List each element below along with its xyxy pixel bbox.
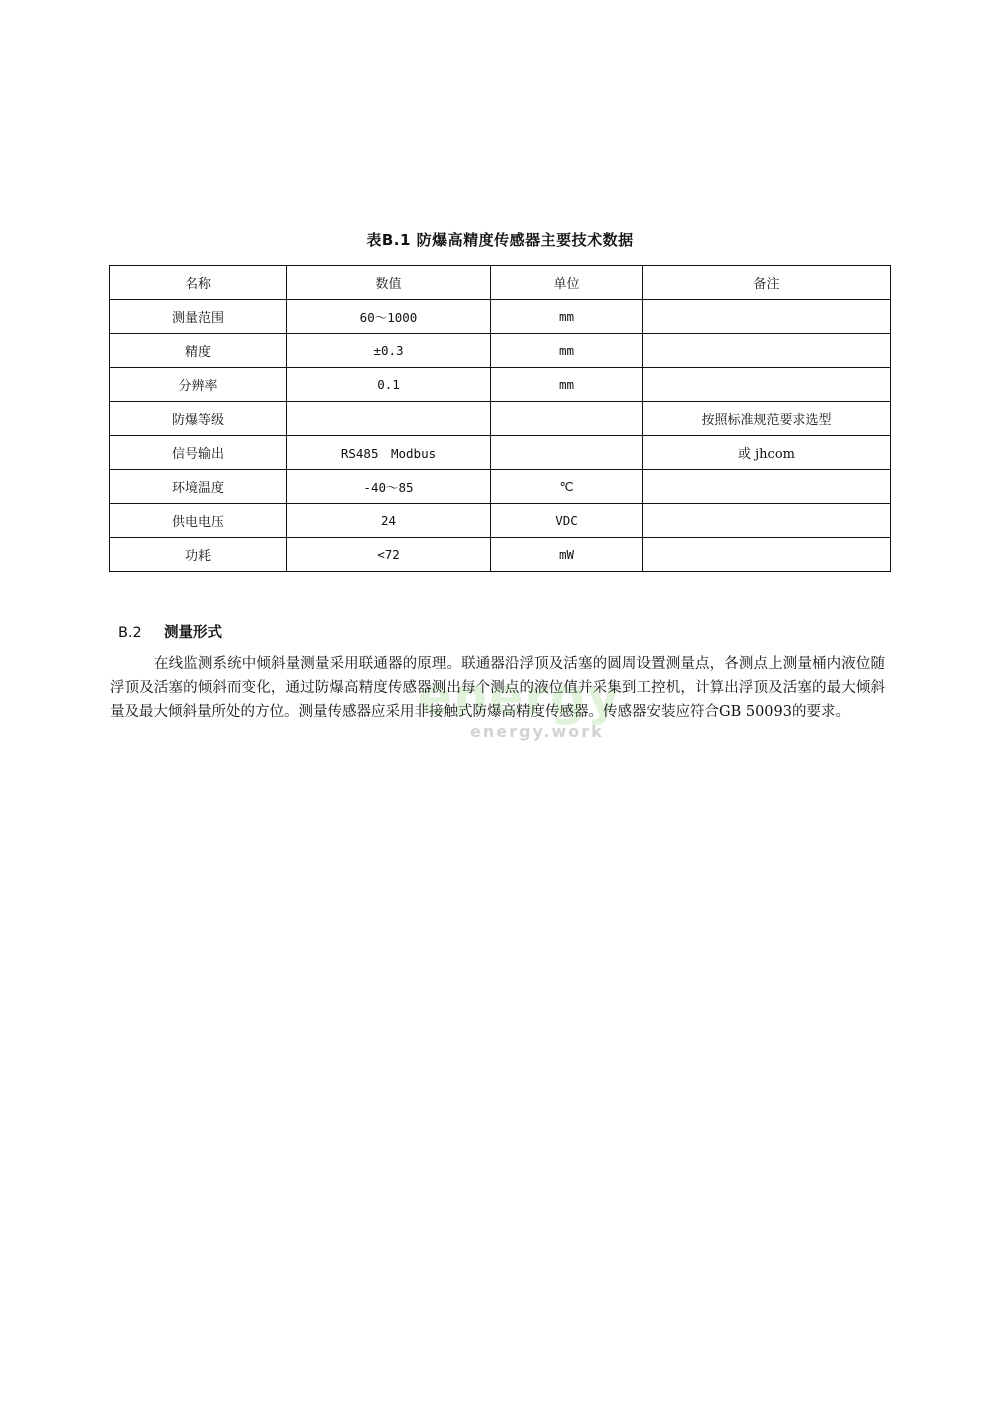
section-title: 测量形式 [164, 625, 222, 641]
cell-remark: 或 jhcom [643, 436, 891, 470]
table-title: 表B.1 防爆高精度传感器主要技术数据 [366, 231, 634, 249]
cell-value: RS485 Modbus [287, 436, 491, 470]
table-header-row [110, 266, 891, 300]
cell-value: 24 [287, 504, 491, 538]
cell-remark [643, 470, 891, 504]
header-cell-name: 名称 [110, 266, 287, 300]
header-cell-remark: 备注 [643, 266, 891, 300]
cell-remark [643, 504, 891, 538]
table-row [110, 402, 891, 436]
table-row [110, 504, 891, 538]
cell-unit [491, 402, 643, 436]
cell-name: 功耗 [110, 538, 287, 572]
cell-value [287, 402, 491, 436]
cell-unit: mW [491, 538, 643, 572]
cell-unit: mm [491, 334, 643, 368]
header-cell-unit: 单位 [491, 266, 643, 300]
cell-name: 测量范围 [110, 300, 287, 334]
section-heading [118, 621, 222, 642]
table-row [110, 436, 891, 470]
cell-remark [643, 368, 891, 402]
cell-value: 0.1 [287, 368, 491, 402]
table-row [110, 300, 891, 334]
spec-table [109, 265, 891, 572]
body-paragraph: 在线监测系统中倾斜量测量采用联通器的原理。联通器沿浮顶及活塞的圆周设置测量点，各测点上测量桶内液位随浮顶及活塞的倾斜而变化，通过防爆高精度传感器测出每个测点的液位值并采集到工控机，计算出浮顶及活塞的最大倾斜量及最大倾斜量所处的方位。测量传感器应采用非接触式防爆高精度传感器。传感器安装应符合GB 50093的要求。 [110, 656, 885, 720]
cell-unit: VDC [491, 504, 643, 538]
header-cell-value: 数值 [287, 266, 491, 300]
table-row [110, 538, 891, 572]
cell-name: 供电电压 [110, 504, 287, 538]
cell-unit: ℃ [491, 470, 643, 504]
table-row [110, 334, 891, 368]
cell-unit: mm [491, 368, 643, 402]
cell-remark [643, 300, 891, 334]
cell-name: 分辨率 [110, 368, 287, 402]
cell-value: <72 [287, 538, 491, 572]
table-row [110, 368, 891, 402]
cell-remark: 按照标准规范要求选型 [643, 402, 891, 436]
table-row [110, 470, 891, 504]
cell-name: 信号输出 [110, 436, 287, 470]
cell-value: -40～85 [287, 470, 491, 504]
section-number: B.2 [118, 625, 142, 641]
cell-name: 精度 [110, 334, 287, 368]
cell-value: ±0.3 [287, 334, 491, 368]
watermark-logo: energy [418, 668, 621, 726]
cell-value: 60～1000 [287, 300, 491, 334]
cell-remark [643, 538, 891, 572]
cell-unit [491, 436, 643, 470]
watermark-subtext: energy.work [470, 722, 604, 741]
cell-name: 防爆等级 [110, 402, 287, 436]
cell-name: 环境温度 [110, 470, 287, 504]
cell-unit: mm [491, 300, 643, 334]
cell-remark [643, 334, 891, 368]
